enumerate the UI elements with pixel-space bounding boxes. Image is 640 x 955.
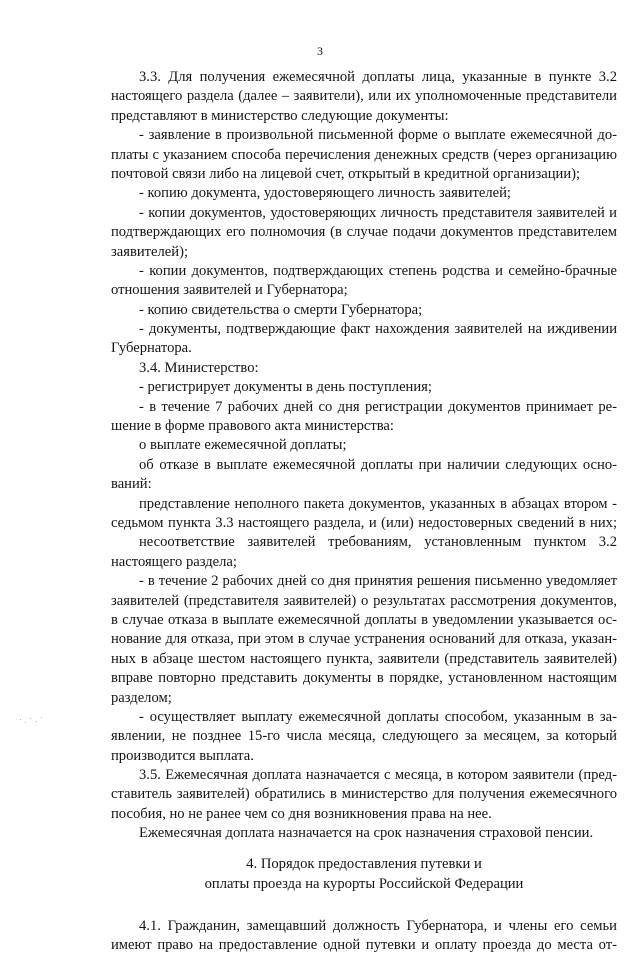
paragraph-line: заявителей (представителя заявителей) о результатах рассмотрения документов, bbox=[111, 592, 617, 609]
document-body bbox=[111, 68, 617, 955]
paragraph-line: заявителей); bbox=[111, 243, 188, 260]
paragraph-line: - в течение 2 рабочих дней со дня принятия решения письменно уведомляет bbox=[139, 573, 617, 590]
paragraph-line: - копии документов, подтверждающих степень родства и семейно-брачные bbox=[139, 262, 617, 279]
paragraph-line: - регистрирует документы в день поступления; bbox=[139, 379, 432, 396]
paragraph-line: разделом; bbox=[111, 689, 172, 706]
paragraph-line: вправе повторно представить документы в порядке, установленном настоящим bbox=[111, 670, 617, 687]
paragraph-line: - копию документа, удостоверяющего личность заявителей; bbox=[139, 185, 511, 202]
paragraph-line: - осуществляет выплату ежемесячной доплаты способом, указанным в за- bbox=[139, 708, 617, 725]
paragraph-line: - заявление в произвольной письменной форме о выплате ежемесячной до- bbox=[139, 127, 617, 144]
page-number: 3 bbox=[317, 44, 323, 58]
paragraph-line: Губернатора. bbox=[111, 340, 192, 357]
paragraph-line: отношения заявителей и Губернатора; bbox=[111, 282, 348, 299]
paragraph-line: ваний: bbox=[111, 476, 152, 493]
paragraph-line: производится выплата. bbox=[111, 747, 254, 764]
scan-specks bbox=[18, 716, 44, 726]
paragraph-line: нование для отказа, при этом в случае устранения оснований для отказа, указан- bbox=[111, 631, 617, 648]
section-3-text bbox=[111, 68, 617, 844]
section-4-heading-line-2: оплаты проезда на курорты Российской Федерации bbox=[204, 875, 524, 892]
paragraph-line: - документы, подтверждающие факт нахождения заявителей на иждивении bbox=[139, 321, 617, 338]
paragraph-line: шение в форме правового акта министерства: bbox=[111, 418, 394, 435]
paragraph-line: 3.5. Ежемесячная доплата назначается с месяца, в котором заявители (пред- bbox=[139, 767, 617, 784]
paragraph-line: 3.4. Министерство: bbox=[139, 359, 259, 376]
paragraph-line: почтовой связи либо на лицевой счет, открытый в кредитной организации); bbox=[111, 165, 581, 182]
paragraph-line: - копию свидетельства о смерти Губернатора; bbox=[139, 301, 423, 318]
paragraph-line: - в течение 7 рабочих дней со дня регистрации документов принимает ре- bbox=[139, 398, 617, 415]
paragraph-line: в случае отказа в выплате ежемесячной доплаты в уведомлении указывается ос- bbox=[111, 611, 617, 628]
paragraph-line: несоответствие заявителей требованиям, установленным пунктом 3.2 bbox=[139, 534, 617, 551]
section-4-heading bbox=[111, 855, 617, 895]
paragraph-line: 3.3. Для получения ежемесячной доплаты лица, указанные в пункте 3.2 bbox=[139, 69, 617, 85]
paragraph-line: имеют право на предоставление одной путевки и оплату проезда до места от- bbox=[111, 937, 617, 954]
section-4-heading-line-1: 4. Порядок предоставления путевки и bbox=[246, 855, 482, 872]
paragraph-line: настоящего раздела; bbox=[111, 553, 237, 570]
paragraph-line: седьмом пункта 3.3 настоящего раздела, и (или) недостоверных сведений в них; bbox=[111, 514, 617, 531]
paragraph-line: представление неполного пакета документов, указанных в абзацах втором - bbox=[139, 495, 617, 512]
section-4-text bbox=[111, 917, 617, 955]
paragraph-line: 4.1. Гражданин, замещавший должность Губернатора, и члены его семьи bbox=[139, 917, 617, 934]
paragraph-line: платы с указанием способа перечисления денежных средств (через организацию bbox=[111, 146, 617, 163]
paragraph-line: - копии документов, удостоверяющих личность представителя заявителей и bbox=[139, 204, 617, 221]
paragraph-line: настоящего раздела (далее – заявители), или их уполномоченные представители bbox=[111, 88, 617, 105]
paragraph-line: о выплате ежемесячной доплаты; bbox=[139, 437, 347, 454]
paragraph-line: пособия, но не ранее чем со дня возникновения права на нее. bbox=[111, 805, 492, 822]
paragraph-line: ставитель заявителей) обратились в министерство для получения ежемесячного bbox=[111, 786, 617, 803]
paragraph-line: подтверждающих его полномочия (в случае подачи документов представителем bbox=[111, 224, 617, 241]
paragraph-line: представляют в министерство следующие документы: bbox=[111, 107, 449, 124]
paragraph-line: ных в абзаце шестом настоящего пункта, заявители (представитель заявителей) bbox=[111, 650, 617, 667]
paragraph-line: явлении, не позднее 15-го числа месяца, следующего за месяцем, за который bbox=[111, 728, 617, 745]
paragraph-line: об отказе в выплате ежемесячной доплаты при наличии следующих осно- bbox=[139, 456, 617, 473]
paragraph-line: Ежемесячная доплата назначается на срок назначения страховой пенсии. bbox=[139, 825, 594, 842]
